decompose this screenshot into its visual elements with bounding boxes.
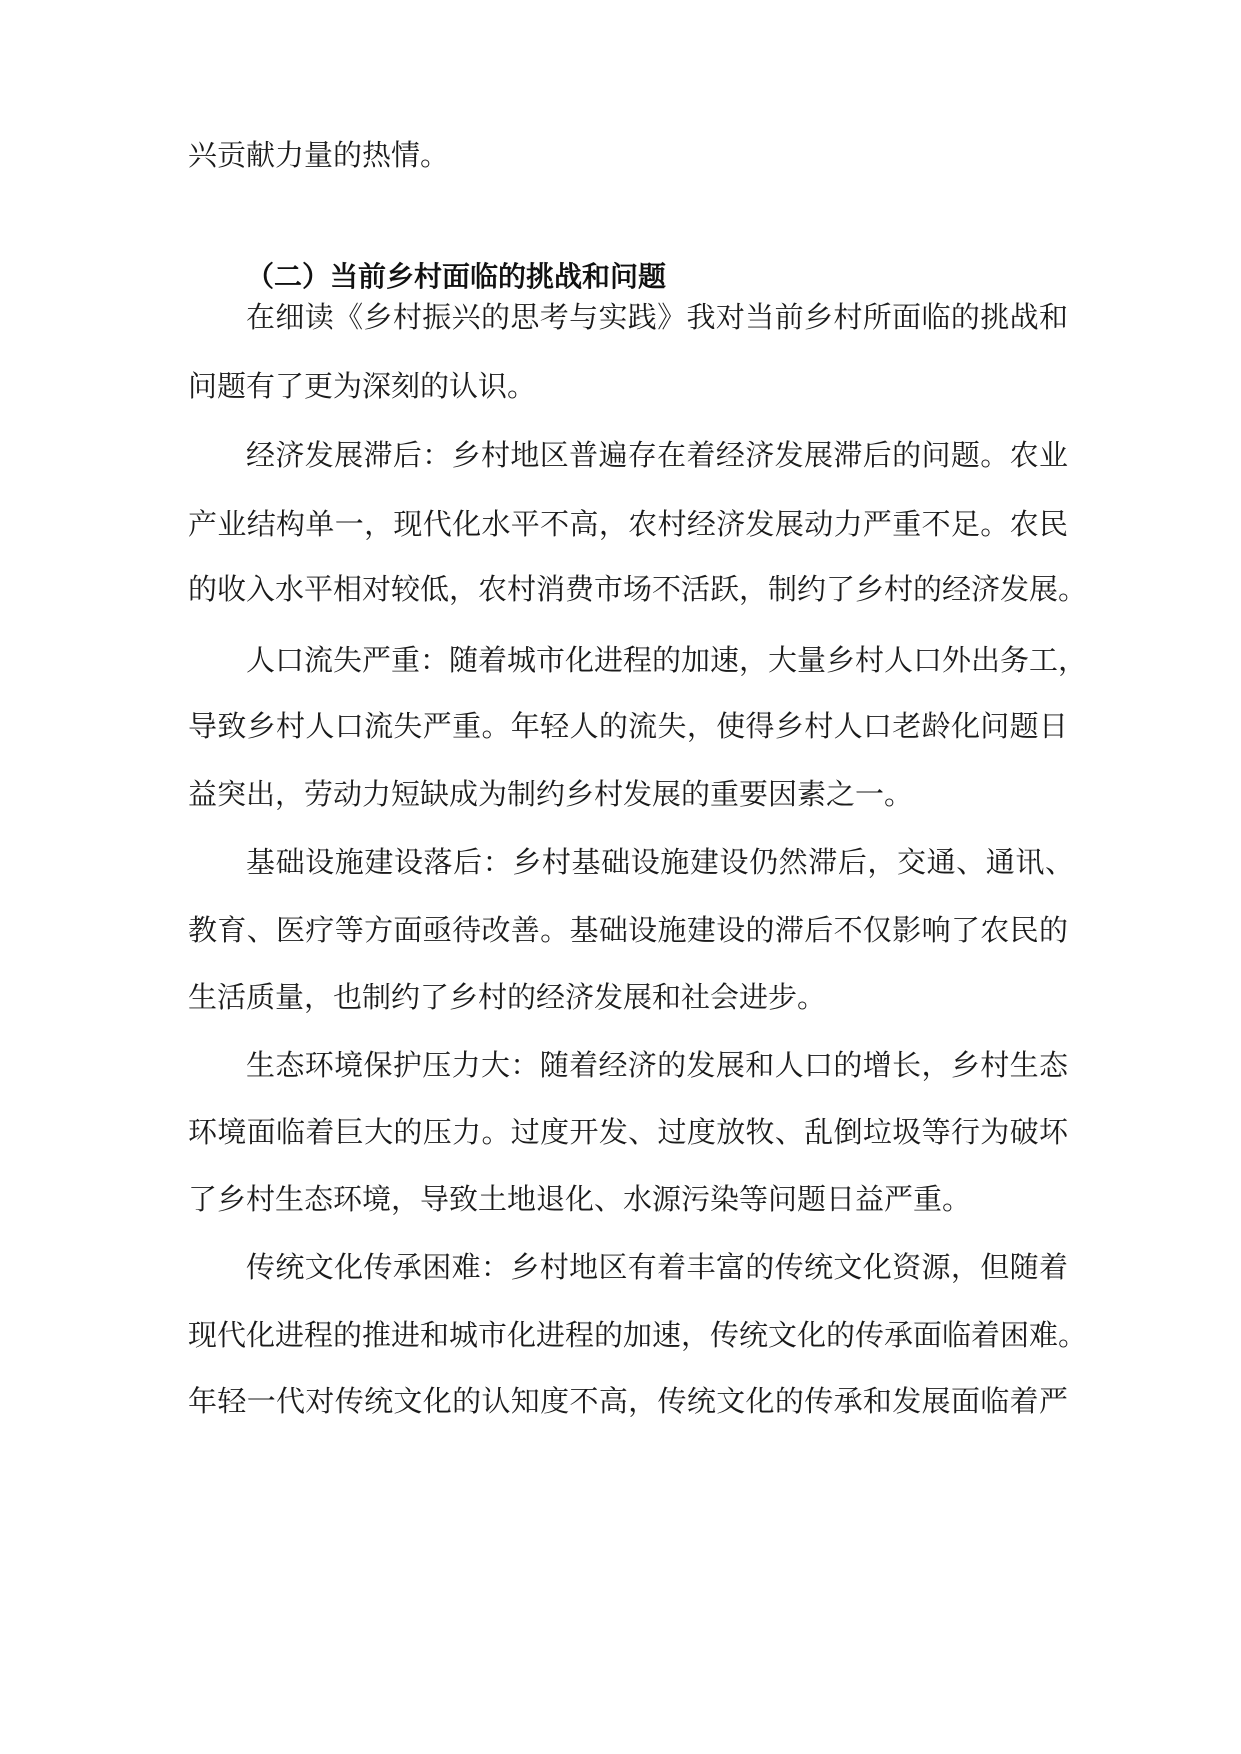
paragraph-line: 基础设施建设落后：乡村基础设施建设仍然滞后，交通、通讯、: [246, 845, 1074, 879]
paragraph-line: 了乡村生态环境，导致土地退化、水源污染等问题日益严重。: [188, 1182, 972, 1216]
paragraph-line: 问题有了更为深刻的认识。: [188, 369, 537, 403]
paragraph-line: 生态环境保护压力大：随着经济的发展和人口的增长，乡村生态: [246, 1048, 1068, 1082]
paragraph-line: 导致乡村人口流失严重。年轻人的流失，使得乡村人口老龄化问题日: [188, 709, 1068, 743]
paragraph-line: 益突出，劳动力短缺成为制约乡村发展的重要因素之一。: [188, 777, 914, 811]
paragraph-line: 现代化进程的推进和城市化进程的加速，传统文化的传承面临着困难。: [188, 1318, 1088, 1352]
continuation-line: 兴贡献力量的热情。: [188, 138, 450, 172]
paragraph-line: 传统文化传承困难：乡村地区有着丰富的传统文化资源，但随着: [246, 1250, 1068, 1284]
paragraph-line: 经济发展滞后：乡村地区普遍存在着经济发展滞后的问题。农业: [246, 438, 1068, 472]
paragraph-line: 年轻一代对传统文化的认知度不高，传统文化的传承和发展面临着严: [188, 1384, 1068, 1418]
section-heading: （二）当前乡村面临的挑战和问题: [246, 260, 667, 293]
paragraph-line: 的收入水平相对较低，农村消费市场不活跃，制约了乡村的经济发展。: [188, 572, 1088, 606]
paragraph-line: 环境面临着巨大的压力。过度开发、过度放牧、乱倒垃圾等行为破坏: [188, 1115, 1068, 1149]
paragraph-line: 教育、医疗等方面亟待改善。基础设施建设的滞后不仅影响了农民的: [188, 913, 1068, 947]
paragraph-line: 人口流失严重：随着城市化进程的加速，大量乡村人口外出务工，: [246, 643, 1088, 677]
paragraph-line: 产业结构单一，现代化水平不高，农村经济发展动力严重不足。农民: [188, 507, 1068, 541]
paragraph-line: 生活质量，也制约了乡村的经济发展和社会进步。: [188, 980, 827, 1014]
paragraph-line: 在细读《乡村振兴的思考与实践》我对当前乡村所面临的挑战和: [246, 300, 1068, 334]
